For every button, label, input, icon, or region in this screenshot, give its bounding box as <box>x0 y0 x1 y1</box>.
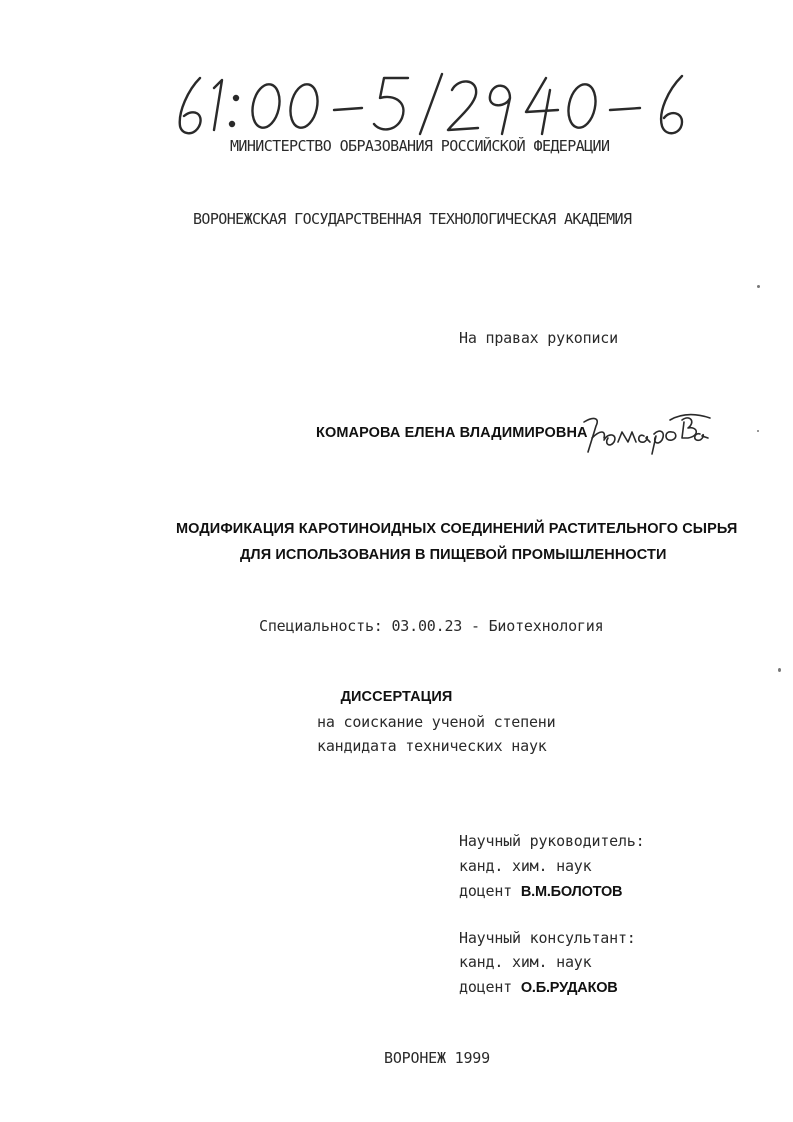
author-signature <box>574 408 714 458</box>
scan-speck <box>757 285 760 288</box>
thesis-title-line-2: ДЛЯ ИСПОЛЬЗОВАНИЯ В ПИЩЕВОЙ ПРОМЫШЛЕННОСТИ <box>240 547 667 563</box>
author-name: КОМАРОВА ЕЛЕНА ВЛАДИМИРОВНА <box>316 425 588 441</box>
rights-note: На правах рукописи <box>459 329 618 347</box>
city-year: ВОРОНЕЖ 1999 <box>384 1049 490 1067</box>
thesis-title-line-1: МОДИФИКАЦИЯ КАРОТИНОИДНЫХ СОЕДИНЕНИЙ РАСТИТЕЛЬНОГО СЫРЬЯ <box>176 521 738 537</box>
scan-speck <box>778 668 781 672</box>
supervisor-name: В.М.БОЛОТОВ <box>520 884 623 900</box>
scan-speck <box>757 430 759 432</box>
specialty-line: Специальность: 03.00.23 - Биотехнология <box>259 617 604 635</box>
consultant-title-line <box>459 978 618 996</box>
consultant-role: Научный консультант: <box>459 929 636 947</box>
consultant-degree: канд. хим. наук <box>459 953 592 971</box>
dissertation-degree-line-2: кандидата технических наук <box>317 737 547 755</box>
dissertation-label: ДИССЕРТАЦИЯ <box>340 689 453 705</box>
handwritten-archive-number <box>170 68 710 142</box>
academy-heading: ВОРОНЕЖСКАЯ ГОСУДАРСТВЕННАЯ ТЕХНОЛОГИЧЕСКАЯ АКАДЕМИЯ <box>193 210 632 228</box>
supervisor-role: Научный руководитель: <box>459 832 645 850</box>
supervisor-title: доцент <box>459 882 512 900</box>
dissertation-degree-line-1: на соискание ученой степени <box>317 713 556 731</box>
consultant-title: доцент <box>459 978 512 996</box>
supervisor-title-line <box>459 882 622 900</box>
consultant-name: О.Б.РУДАКОВ <box>520 980 618 996</box>
ministry-heading: МИНИСТЕРСТВО ОБРАЗОВАНИЯ РОССИЙСКОЙ ФЕДЕРАЦИИ <box>230 137 610 155</box>
supervisor-degree: канд. хим. наук <box>459 857 592 875</box>
